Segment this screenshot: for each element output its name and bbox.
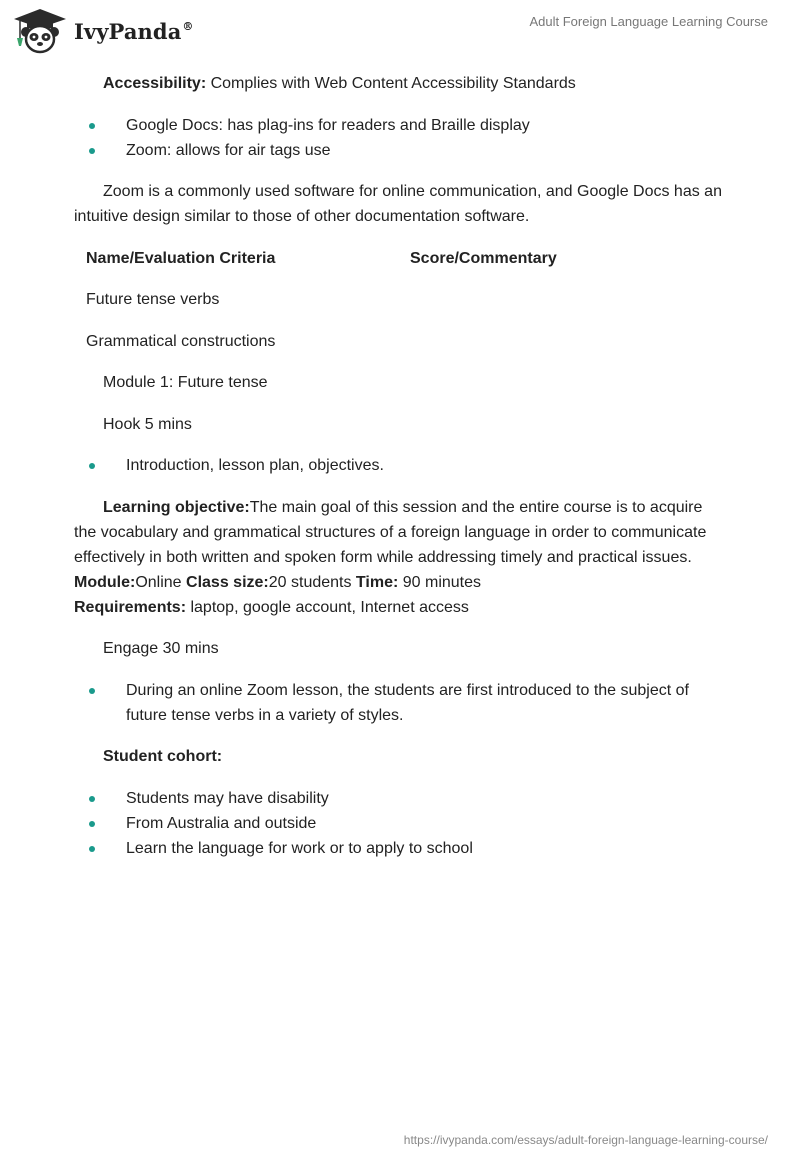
bullet-icon bbox=[89, 846, 95, 852]
document-body bbox=[74, 68, 724, 861]
engage-title: Engage 30 mins bbox=[103, 640, 219, 657]
table-row: Grammatical constructions bbox=[86, 333, 276, 350]
bullet-icon bbox=[89, 796, 95, 802]
bullet-icon bbox=[89, 821, 95, 827]
bullet-icon bbox=[89, 463, 95, 469]
column-header-score: Score/Commentary bbox=[410, 250, 557, 267]
zoom-paragraph: Zoom is a commonly used software for online communication, and Google Docs has an intuitive design similar to those of other documentation software. bbox=[74, 183, 722, 225]
bullet-icon bbox=[89, 688, 95, 694]
engage-list bbox=[74, 678, 724, 728]
criteria-table-header bbox=[74, 246, 724, 271]
cohort-title: Student cohort: bbox=[103, 748, 223, 765]
ivypanda-logo[interactable] bbox=[12, 8, 194, 54]
source-url-link[interactable]: https://ivypanda.com/essays/adult-foreign-language-learning-course/ bbox=[403, 1133, 768, 1147]
document-title: Adult Foreign Language Learning Course bbox=[529, 14, 768, 29]
accessibility-line: Accessibility: Complies with Web Content Accessibility Standards bbox=[103, 75, 576, 92]
learning-objective-paragraph: Learning objective:The main goal of this session and the entire course is to acquire the vocabulary and grammatical structures of a foreign language in order to communicate effectively in both written and spoken form while addressing timely and practical issues. Module:Online Class size:20 students Time: 90 minutes Requirements: laptop, google account, Internet access bbox=[74, 499, 707, 616]
brand-name: IvyPanda® bbox=[74, 18, 194, 44]
hook-title: Hook 5 mins bbox=[103, 416, 192, 433]
accessibility-list bbox=[74, 113, 724, 163]
hook-list bbox=[74, 453, 724, 478]
cohort-list bbox=[74, 786, 724, 861]
list-item: Students may have disability bbox=[74, 786, 724, 811]
table-row: Future tense verbs bbox=[86, 291, 220, 308]
panda-logo-icon bbox=[12, 8, 68, 54]
list-item: From Australia and outside bbox=[74, 811, 724, 836]
column-header-criteria: Name/Evaluation Criteria bbox=[86, 250, 276, 267]
bullet-icon bbox=[89, 123, 95, 129]
list-item: During an online Zoom lesson, the students are first introduced to the subject of future tense verbs in a variety of styles. bbox=[74, 678, 724, 728]
bullet-icon bbox=[89, 148, 95, 154]
list-item: Zoom: allows for air tags use bbox=[74, 138, 724, 163]
module-title: Module 1: Future tense bbox=[103, 374, 268, 391]
list-item: Learn the language for work or to apply to school bbox=[74, 836, 724, 861]
page-header bbox=[0, 0, 800, 60]
list-item: Google Docs: has plag-ins for readers and Braille display bbox=[74, 113, 724, 138]
list-item: Introduction, lesson plan, objectives. bbox=[74, 453, 724, 478]
